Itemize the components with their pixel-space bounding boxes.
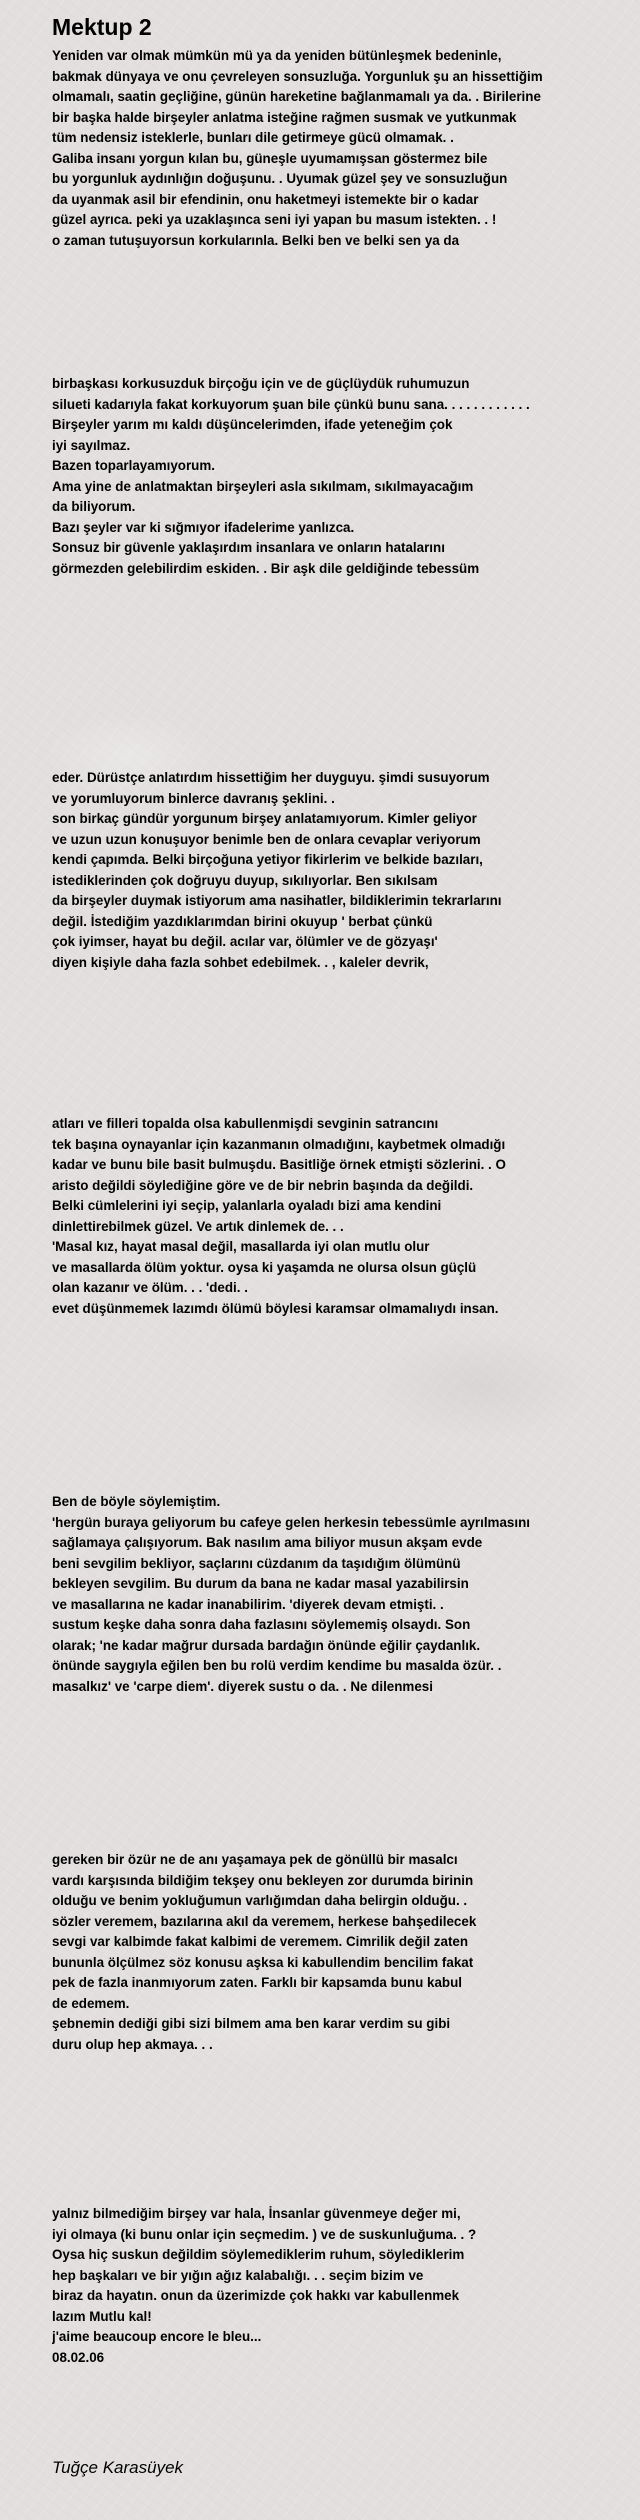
text-line: evet düşünmemek lazımdı ölümü böylesi karamsar olmamalıydı insan. — [52, 1300, 499, 1316]
text-line: sözler veremem, bazılarına akıl da veremem, herkese bahşedilecek — [52, 1913, 477, 1929]
text-line: j'aime beaucoup encore le bleu... — [52, 2329, 262, 2344]
paragraph-2 — [52, 374, 640, 579]
text-line: kadar ve bunu bile basit bulmuşdu. Basitliğe örnek etmişti sözlerini. . O — [52, 1157, 506, 1172]
text-line: ve masallarına ne kadar inanabilirim. 'diyerek devam etmişti. . — [52, 1596, 444, 1612]
paragraph-3 — [52, 768, 640, 973]
text-line: silueti kadarıyla fakat korkuyorum şuan bile çünkü bunu sana. . . . . . . . . . . . — [52, 396, 530, 412]
text-line: yalnız bilmediğim birşey var hala, İnsanlar güvenmeye değer mi, — [52, 2206, 461, 2221]
text-line: Birşeyler yarım mı kaldı düşüncelerimden, ifade yeteneğim çok — [52, 417, 453, 432]
text-line: Galiba insanı yorgun kılan bu, güneşle uyumamışsan göstermez bile — [52, 150, 488, 166]
text-line: Bazı şeyler var ki sığmıyor ifadelerime yanlızca. — [52, 519, 355, 535]
text-line: tek başına oynayanlar için kazanmanın olmadığını, kaybetmek olmadığı — [52, 1136, 506, 1152]
text-line: Oysa hiç suskun değildim söylemediklerim ruhum, söylediklerim — [52, 2247, 465, 2262]
text-line: o zaman tutuşuyorsun korkularınla. Belki ben ve belki sen ya da — [52, 232, 460, 248]
paragraph-4 — [52, 1114, 640, 1319]
text-line: ve uzun uzun konuşuyor benimle ben de onlara cevaplar veriyorum — [52, 831, 481, 847]
text-line: Sonsuz bir güvenle yaklaşırdım insanlara ve onların hatalarını — [52, 540, 445, 555]
author-signature: Tuğçe Karasüyek — [52, 2458, 184, 2477]
text-line: olarak; 'ne kadar mağrur dursada bardağın önünde eğilir çaydanlık. — [52, 1637, 481, 1653]
text-line: diyen kişiyle daha fazla sohbet edebilmek. . , kaleler devrik, — [52, 954, 429, 970]
text-line: da birşeyler duymak istiyorum ama nasihatler, bildiklerimin tekrarlarını — [52, 893, 502, 908]
text-line: aristo değildi söylediğine göre ve de bir nebrin başında da değildi. — [52, 1177, 474, 1193]
text-line: olmamalı, saatin geçliğine, günün hareketine bağlanmamalı ya da. . Birilerine — [52, 89, 541, 104]
text-line: ve yorumluyorum binlerce davranış şeklini. . — [52, 790, 335, 806]
text-line: Belki cümlelerini iyi seçip, yalanlarla oyaladı bizi ama kendini — [52, 1198, 442, 1213]
text-line: biraz da hayatın. onun da üzerimizde çok hakkı var kabullenmek — [52, 2288, 460, 2303]
text-line: vardı karşısında bildiğim tekşey onu bekleyen zor durumda birinin — [52, 1872, 474, 1888]
text-line: birbaşkası korkusuzduk birçoğu için ve de güçlüydük ruhumuzun — [52, 376, 470, 391]
text-line: beni sevgilim bekliyor, saçlarını cüzdanım da taşıdığım ölümünü — [52, 1555, 461, 1571]
paragraph-1 — [52, 46, 640, 251]
text-line: bu yorgunluk aydınlığın doğuşunu. . Uyumak güzel şey ve sonsuzluğun — [52, 171, 508, 186]
text-line: tüm nedensiz isteklerle, bunları dile getirmeye gücü olmamak. . — [52, 130, 454, 145]
text-line: hep başkaları ve bir yığın ağız kalabalığı. . . seçim bizim ve — [52, 2267, 424, 2283]
text-line: masalkız' ve 'carpe diem'. diyerek sustu o da. . Ne dilenmesi — [52, 1678, 433, 1694]
text-line: olan kazanır ve ölüm. . . 'dedi. . — [52, 1280, 248, 1295]
text-line: lazım Mutlu kal! — [52, 2308, 152, 2324]
text-line: Yeniden var olmak mümkün mü ya da yeniden bütünleşmek bedeninle, — [52, 48, 502, 63]
text-line: önünde saygıyla eğilen ben bu rolü verdim kendime bu masalda özür. . — [52, 1658, 502, 1673]
text-line: Ben de böyle söylemiştim. — [52, 1494, 221, 1509]
text-line: son birkaç gündür yorgunum birşey anlatamıyorum. Kimler geliyor — [52, 811, 477, 826]
text-line: Ama yine de anlatmaktan birşeyleri asla sıkılmam, sıkılmayacağım — [52, 478, 474, 494]
date-line: 08.02.06 — [52, 2349, 105, 2365]
text-line: gereken bir özür ne de anı yaşamaya pek de gönüllü bir masalcı — [52, 1852, 458, 1867]
text-line: da uyanmak asil bir efendinin, onu haketmeyi istemekte bir o kadar — [52, 191, 479, 207]
paragraph-7 — [52, 2204, 640, 2368]
text-line: olduğu ve benim yokluğumun varlığımdan daha belirgin olduğu. . — [52, 1893, 468, 1908]
text-line: 'hergün buraya geliyorum bu cafeye gelen herkesin tebessümle ayrılmasını — [52, 1514, 530, 1530]
text-line: ve masallarda ölüm yoktur. oysa ki yaşamda ne olursa olsun güçlü — [52, 1259, 477, 1275]
letter-title: Mektup 2 — [52, 14, 152, 40]
text-line: dinlettirebilmek güzel. Ve artık dinlemek de. . . — [52, 1218, 344, 1234]
text-line: bakmak dünyaya ve onu çevreleyen sonsuzluğa. Yorgunluk şu an hissettiğim — [52, 68, 543, 84]
text-line: de edemem. — [52, 1995, 130, 2011]
text-line: atları ve filleri topalda olsa kabullenmişdi sevginin satrancını — [52, 1116, 439, 1131]
text-line: 'Masal kız, hayat masal değil, masallarda iyi olan mutlu olur — [52, 1239, 430, 1254]
text-line: bekleyen sevgilim. Bu durum da bana ne kadar masal yazabilirsin — [52, 1576, 469, 1591]
text-line: iyi olmaya (ki bunu onlar için seçmedim. ) ve de suskunluğuma. . ? — [52, 2226, 477, 2242]
text-line: bir başka halde birşeyler anlatma isteğine rağmen susmak ve yutkunmak — [52, 109, 517, 125]
paragraph-6 — [52, 1850, 640, 2055]
text-line: istediklerinden çok doğruyu duyup, sıkılıyorlar. Ben sıkılsam — [52, 872, 438, 888]
text-line: iyi sayılmaz. — [52, 437, 131, 453]
text-line: da biliyorum. — [52, 499, 136, 514]
text-line: Bazen toparlayamıyorum. — [52, 458, 215, 473]
text-line: sağlamaya çalışıyorum. Bak nasılım ama biliyor musun akşam evde — [52, 1535, 483, 1550]
paragraph-5 — [52, 1492, 640, 1697]
text-line: duru olup hep akmaya. . . — [52, 2036, 213, 2052]
text-line: eder. Dürüstçe anlatırdım hissettiğim her duyguyu. şimdi susuyorum — [52, 770, 490, 785]
text-line: kendi çapımda. Belki birçoğuna yetiyor fikirlerim ve belkide bazıları, — [52, 852, 483, 867]
text-line: sustum keşke daha sonra daha fazlasını söylememiş olsaydı. Son — [52, 1617, 471, 1632]
text-line: şebnemin dediği gibi sizi bilmem ama ben karar verdim su gibi — [52, 2016, 451, 2031]
text-line: pek de fazla inanmıyorum zaten. Farklı bir kapsamda bunu kabul — [52, 1975, 463, 1990]
text-line: görmezden gelebilirdim eskiden. . Bir aşk dile geldiğinde tebessüm — [52, 560, 480, 576]
text-line: güzel ayrıca. peki ya uzaklaşınca seni iyi yapan bu masum istekten. . ! — [52, 212, 497, 227]
text-line: değil. İstediğim yazdıklarımdan birini okuyup ' berbat çünkü — [52, 913, 433, 929]
text-line: sevgi var kalbimde fakat kalbimi de veremem. Cimrilik değil zaten — [52, 1934, 469, 1949]
text-line: çok iyimser, hayat bu değil. acılar var, ölümler ve de gözyaşı' — [52, 934, 438, 949]
text-line: bununla ölçülmez söz konusu aşksa ki kabullendim bencilim fakat — [52, 1954, 474, 1970]
